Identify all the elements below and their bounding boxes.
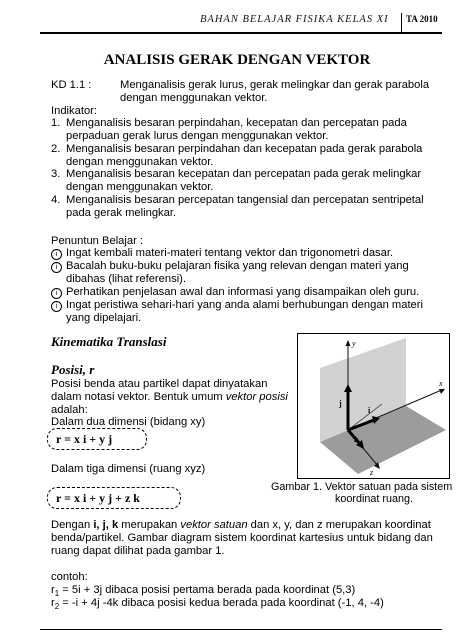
description-line: benda/partikel. Gambar diagram sistem koordinat kartesius untuk bidang dan: [51, 532, 433, 544]
penuntun-item: [51, 247, 393, 260]
description-line: [51, 519, 431, 532]
text-part: dan x, y, dan z merupakan koordinat: [247, 519, 431, 531]
info-bullet-icon: i: [51, 262, 62, 273]
penuntun-item-text: yang dipelajari.: [66, 312, 142, 324]
penuntun-item-text: Bacalah buku-buku pelajaran fisika yang relevan dengan materi yang: [66, 260, 409, 272]
indikator-item-line: Menganalisis besaran perpindahan dan kecepatan pada gerak parabola: [66, 143, 423, 155]
text-emphasis: vektor satuan: [180, 519, 248, 531]
subscript: 1: [54, 589, 60, 599]
info-bullet-icon: i: [51, 249, 62, 260]
text-part: merupakan: [118, 519, 181, 531]
x-axis-arrowhead: [439, 389, 445, 394]
body-text: Dalam dua dimensi (bidang xy): [51, 416, 206, 428]
body-text: Dalam tiga dimensi (ruang xyz): [51, 463, 206, 475]
header-rule: [40, 32, 442, 34]
description-line: ruang dapat dilihat pada gambar 1.: [51, 545, 225, 557]
penuntun-item-text: Ingat kembali materi-materi tentang vektor dan trigonometri dasar.: [66, 247, 394, 259]
indikator-item-line: Menganalisis besaran perpindahan, kecepatan dan percepatan pada: [66, 117, 407, 129]
page-header: [40, 13, 442, 33]
body-text-emphasis: vektor posisi: [225, 391, 288, 403]
body-text: Posisi benda atau partikel dapat dinyatakan: [51, 378, 268, 390]
indikator-item-line: dengan menggunakan vektor.: [66, 156, 214, 168]
penuntun-item-text: Perhatikan penjelasan awal dan informasi yang disampaikan oleh guru.: [66, 286, 420, 298]
contoh-heading: contoh:: [51, 571, 88, 583]
section-heading: Kinematika Translasi: [51, 334, 167, 349]
axis-z-label: z: [370, 468, 374, 477]
indikator-num: 1.: [51, 117, 61, 129]
penuntun-item: [51, 299, 423, 312]
subsection-heading: Posisi, r: [51, 362, 95, 377]
indikator-item-line: perpaduan gerak lurus dengan menggunakan vektor.: [66, 130, 329, 142]
penuntun-heading: Penuntun Belajar :: [51, 235, 144, 247]
indikator-item-line: pada gerak melingkar.: [66, 207, 177, 219]
figure-frame: [297, 333, 450, 479]
text-part: r: [51, 584, 55, 596]
kd-line-2: dengan menggunakan vektor.: [120, 92, 268, 104]
text-part: = -i + 4j -4k dibaca posisi kedua berada pada koordinat (-1, 4, -4): [59, 597, 384, 609]
indikator-item-line: dengan menggunakan vektor.: [66, 181, 214, 193]
example-line: [51, 597, 384, 613]
text-bold: i, j, k: [93, 519, 119, 531]
indikator-num: 3.: [51, 168, 61, 180]
coordinate-system-figure: [298, 334, 449, 478]
page-title: ANALISIS GERAK DENGAN VEKTOR: [103, 52, 371, 68]
text-part: = 5i + 3j dibaca posisi pertama berada pada koordinat (5,3): [59, 584, 356, 596]
vector-i-label: i: [368, 406, 371, 415]
formula-2d: r = x i + y j: [47, 428, 147, 450]
axis-y-label: y: [352, 339, 356, 348]
header-tag: TA 2010: [406, 14, 438, 24]
indikator-heading: Indikator:: [51, 105, 98, 117]
text-part: r: [51, 597, 55, 609]
vector-k-label: k: [354, 435, 359, 444]
info-bullet-icon: i: [51, 301, 62, 312]
text-part: Dengan: [51, 519, 94, 531]
indikator-item-line: Menganalisis besaran kecepatan dan percepatan pada gerak melingkar: [66, 168, 422, 180]
penuntun-item-text: dibahas (lihat referensi).: [66, 273, 187, 285]
indikator-num: 2.: [51, 143, 61, 155]
footer-rule: [40, 629, 442, 630]
kd-label: KD 1.1 :: [51, 79, 92, 91]
body-text: [51, 391, 288, 404]
indikator-num: 4.: [51, 194, 61, 206]
vector-j-label: j: [339, 399, 342, 408]
header-title: BAHAN BELAJAR FISIKA KELAS XI: [200, 14, 389, 25]
body-text-part: dalam notasi vektor. Bentuk umum: [51, 391, 226, 403]
penuntun-item-text: Ingat peristiwa sehari-hari yang anda alami berhubungan dengan materi: [66, 299, 423, 311]
kd-line-1: Menganalisis gerak lurus, gerak melingkar dan gerak parabola: [120, 79, 430, 91]
y-axis-arrowhead: [346, 340, 351, 346]
body-text: adalah:: [51, 404, 88, 416]
figure-caption-line-2: koordinat ruang.: [335, 493, 414, 505]
info-bullet-icon: i: [51, 288, 62, 299]
penuntun-item: [51, 260, 409, 273]
figure-caption-line-1: Gambar 1. Vektor satuan pada sistem: [271, 481, 453, 493]
header-separator: [401, 13, 402, 33]
subscript: 2: [54, 602, 60, 612]
indikator-item-line: Menganalisis besaran percepatan tangensial dan percepatan sentripetal: [66, 194, 424, 206]
penuntun-item: [51, 286, 419, 299]
formula-3d: r = x i + y j + z k: [47, 487, 181, 509]
axis-x-label: x: [439, 379, 443, 388]
